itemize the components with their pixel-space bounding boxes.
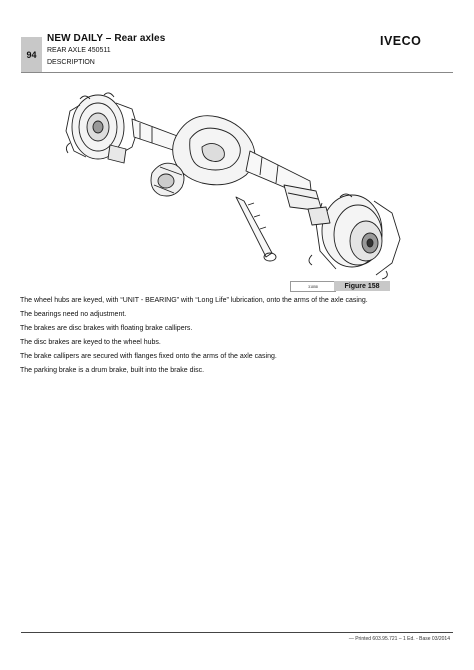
paragraph: The brakes are disc brakes with floating brake callipers. — [20, 325, 193, 332]
paragraph: The wheel hubs are keyed, with “UNIT - BEARING” with “Long Life” lubrication, onto the arms of the axle casing. — [20, 297, 368, 304]
subsection-title: DESCRIPTION — [47, 59, 95, 66]
footer-divider — [21, 632, 453, 633]
header-divider — [21, 72, 453, 73]
page-title: NEW DAILY – Rear axles — [47, 33, 166, 44]
paragraph: The disc brakes are keyed to the wheel hubs. — [20, 339, 161, 346]
figure-code: 31858 — [290, 281, 336, 292]
rear-axle-illustration — [40, 85, 410, 280]
iveco-logo: IVECO — [380, 34, 422, 48]
page-number: 94 — [21, 37, 42, 73]
section-title: REAR AXLE 450511 — [47, 47, 111, 54]
print-info: — Printed 603.95.721 – 1 Ed. - Base 03/2014 — [348, 636, 450, 642]
paragraph: The bearings need no adjustment. — [20, 311, 127, 318]
paragraph: The brake callipers are secured with flanges fixed onto the arms of the axle casing. — [20, 353, 277, 360]
paragraph: The parking brake is a drum brake, built into the brake disc. — [20, 367, 205, 374]
figure-label: Figure 158 — [334, 281, 390, 291]
description-text — [20, 294, 450, 378]
